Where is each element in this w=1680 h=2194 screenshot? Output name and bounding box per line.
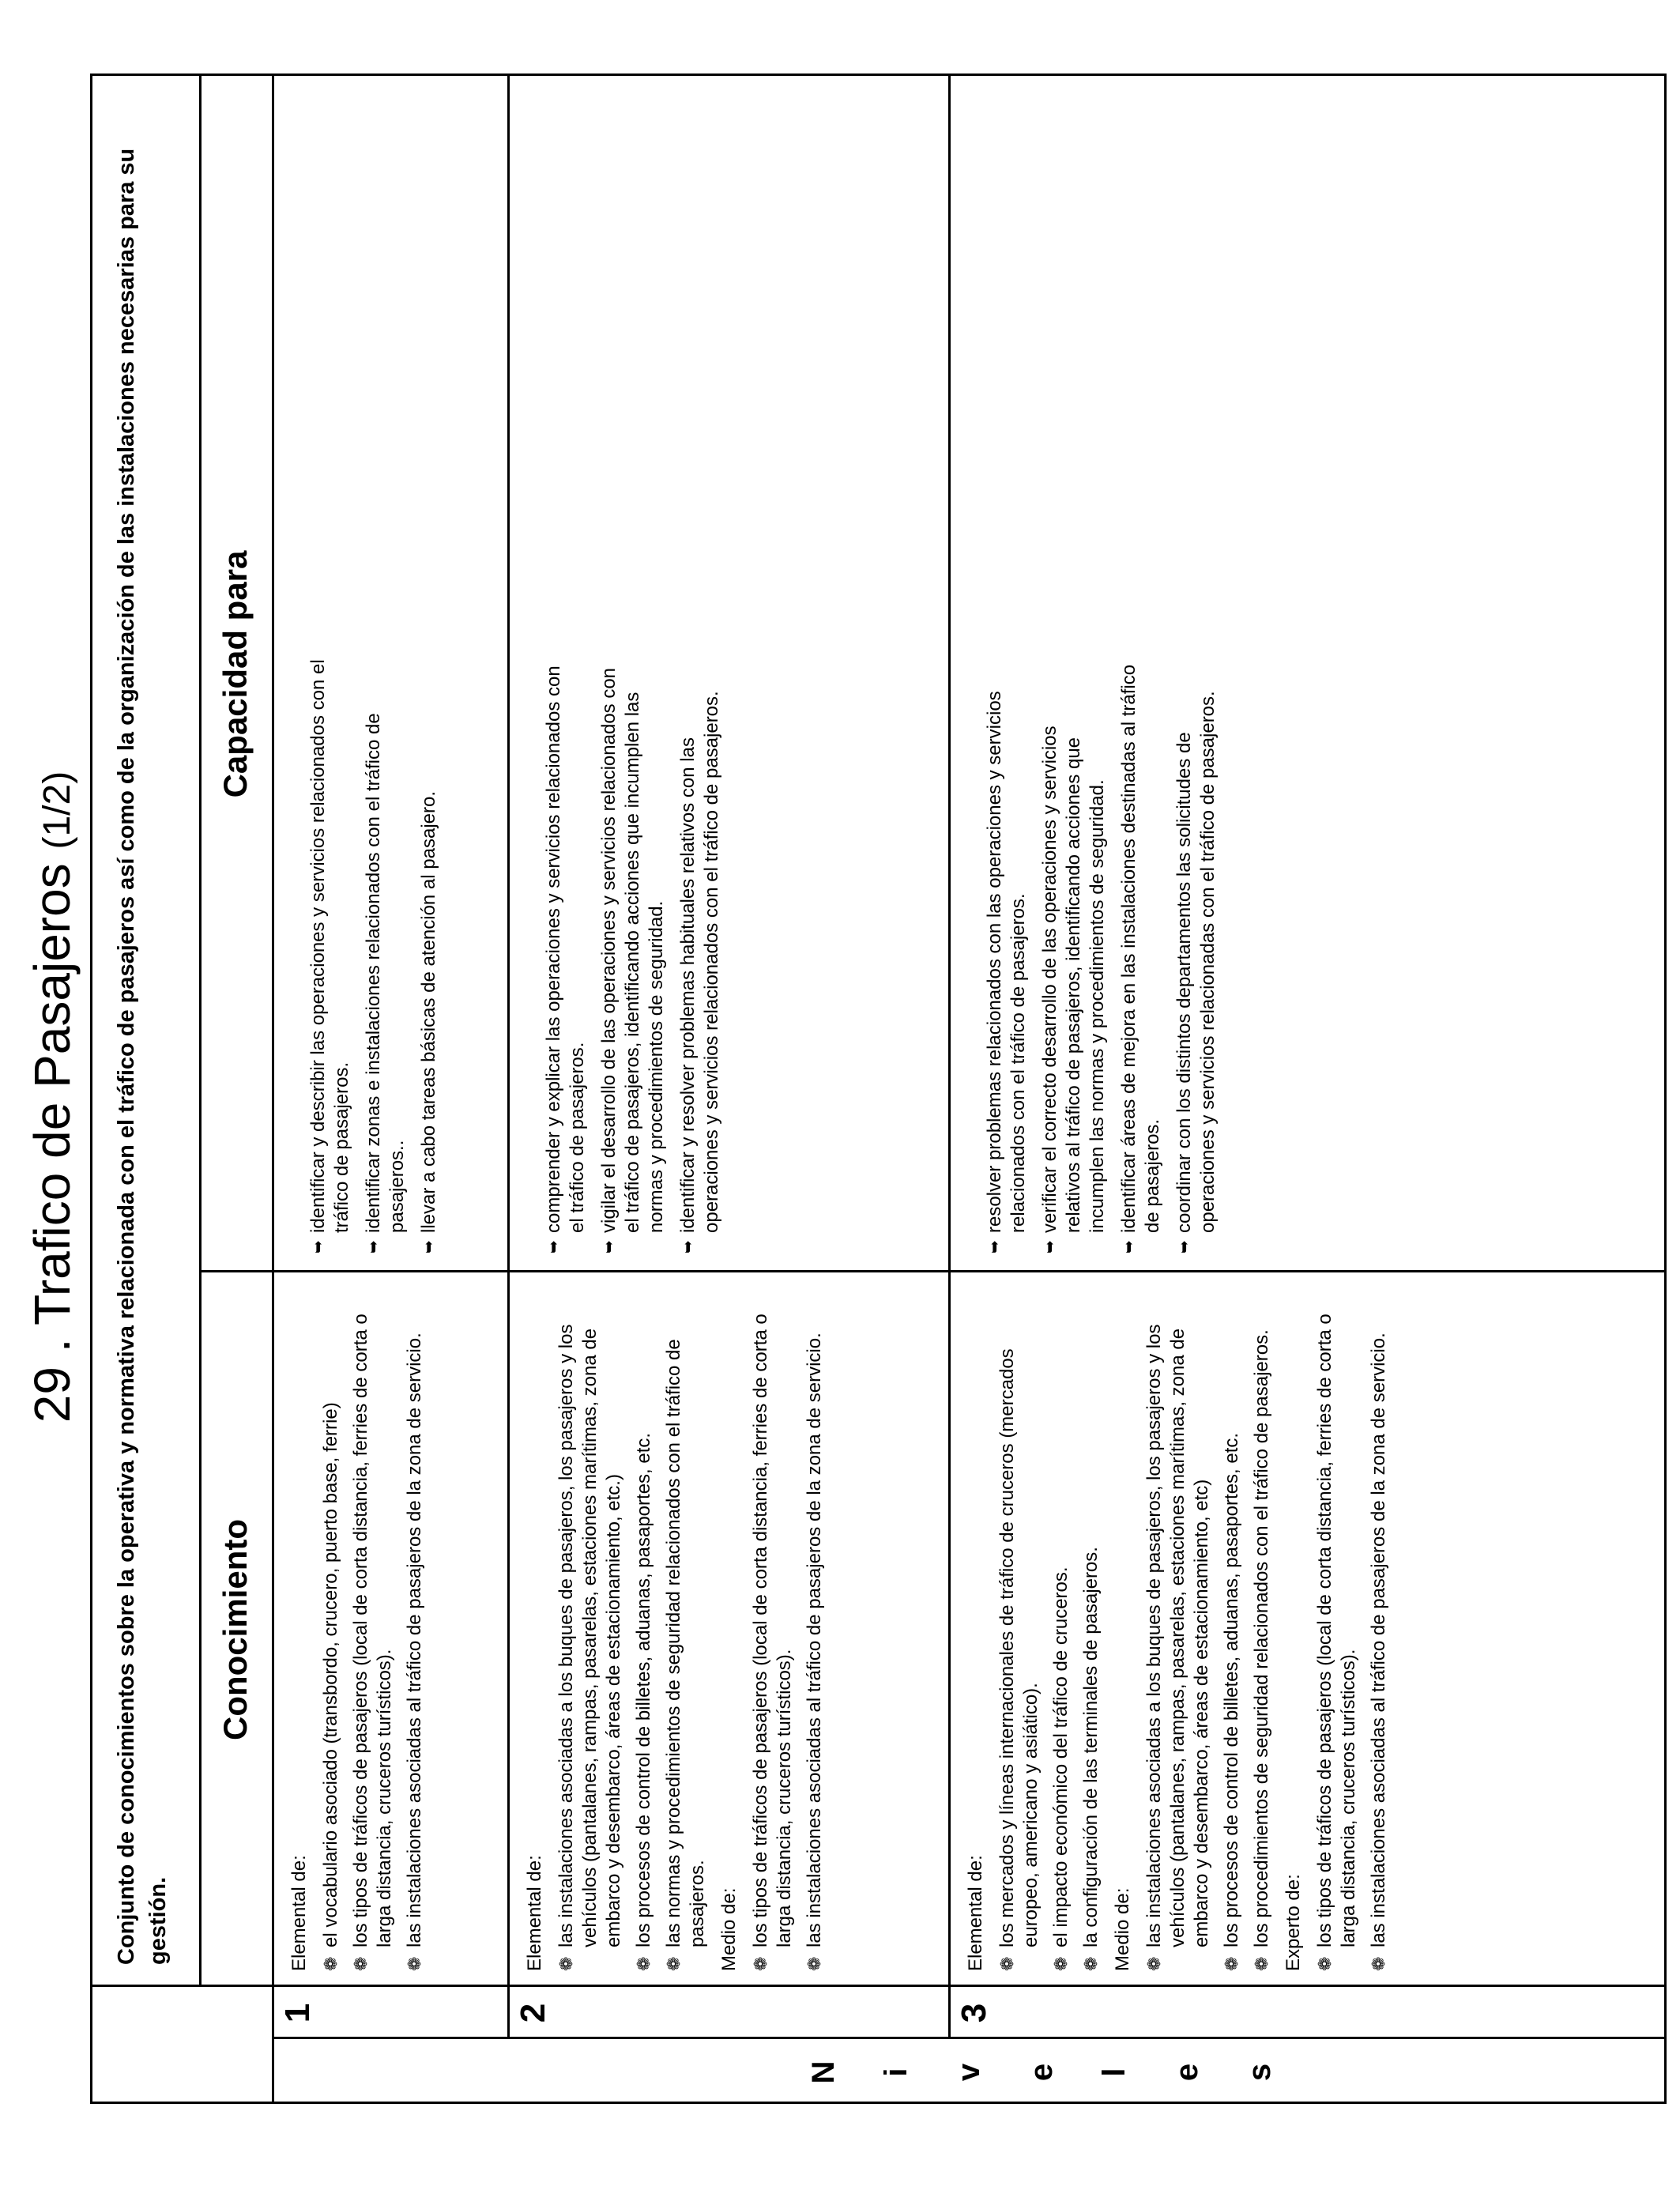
knowledge-bullet-icon: ❁ [1369,1956,1388,1971]
niveles-letter: l [1097,2068,1132,2077]
level-number: 3 [955,2003,993,2023]
knowledge-bullet-icon: ❁ [804,1956,824,1971]
column-split-rule [199,1270,1667,1272]
knowledge-bullet-icon: ❁ [664,1956,684,1971]
knowledge-item-text: los procedimientos de seguridad relacionados con el tráfico de pasajeros. [1251,1329,1272,1947]
knowledge-item [1313,1290,1361,1971]
knowledge-item-text: las instalaciones asociadas a los buques de pasajeros, los pasajeros y los vehículos (pantalanes, rampas, pasarelas, estaciones marítimas, zona de embarco y desembarco, áreas de estacionamiento, etc.) [556,1324,624,1947]
knowledge-group-label: Elemental de: [288,1855,310,1971]
col-header-conocimiento: Conocimiento [217,1519,254,1740]
niveles-letter: v [951,2063,986,2082]
knowledge-cell [523,1290,833,1971]
capacity-item [417,653,441,1253]
niveles-col-rule [272,2037,1667,2039]
capacity-arrow-icon: ➥ [365,1240,382,1253]
page-title [22,0,88,2194]
capacity-item [597,653,669,1253]
capacity-item-text: llevar a cabo tareas básicas de atención al pasajero. [418,790,439,1233]
knowledge-bullet-icon: ❁ [1081,1956,1101,1971]
knowledge-item-text: los procesos de control de billetes, aduanas, pasaportes, etc. [1221,1432,1242,1947]
competency-description: Conjunto de conocimientos sobre la operativa y normativa relacionada con el tráfico de pasajeros así como de la organización de las instalaciones necesarias para su gestión. [114,148,171,1965]
knowledge-cell [964,1290,1397,1971]
knowledge-bullet-icon: ❁ [1051,1956,1071,1971]
knowledge-item-text: las normas y procedimientos de seguridad relacionados con el tráfico de pasajeros. [663,1339,708,1947]
knowledge-item [803,1290,827,1971]
knowledge-item-text: las instalaciones asociadas al tráfico de pasajeros de la zona de servicio. [1368,1333,1389,1947]
capacity-item-text: identificar y describir las operaciones y servicios relacionados con el tráfico de pasajeros. [307,659,352,1233]
level-num-col-rule [90,1985,1667,1987]
capacity-item-text: verificar el correcto desarrollo de las operaciones y servicios relativos al tráfico de pasajeros, identificando acciones que incumplen las normas y procedimientos de seguridad. [1039,726,1108,1233]
knowledge-item [632,1290,656,1971]
knowledge-bullet-icon: ❁ [997,1956,1017,1971]
knowledge-item [1367,1290,1391,1971]
capacity-arrow-icon: ➥ [310,1240,327,1253]
knowledge-item-text: el vocabulario asociado (transbordo, crucero, puerto base, ferrie) [320,1402,341,1947]
capacity-item [362,653,409,1253]
knowledge-bullet-icon: ❁ [1222,1956,1241,1971]
table-border-bottom [1664,76,1667,2104]
page-title-text: 29 . Trafico de Pasajeros [24,863,81,1423]
capacity-arrow-icon: ➥ [1121,1240,1138,1253]
capacity-arrow-icon: ➥ [680,1240,697,1253]
knowledge-item [349,1290,397,1971]
capacity-item [676,653,724,1253]
knowledge-item-text: los tipos de tráficos de pasajeros (local de corta distancia, ferries de corta o larga distancia, cruceros turísticos). [750,1314,795,1947]
capacity-item [1173,653,1220,1253]
knowledge-item [749,1290,797,1971]
header-bottom-rule [272,76,274,1987]
knowledge-item [662,1290,710,1971]
knowledge-group-label: Medio de: [718,1887,740,1971]
capacity-item-text: identificar zonas e instalaciones relacionados con el tráfico de pasajeros.. [363,713,408,1233]
knowledge-item [996,1290,1043,1971]
desc-bottom-rule [199,76,202,1987]
niveles-letter: i [879,2068,913,2077]
niveles-top-rule [272,1987,274,2104]
knowledge-group-label: Medio de: [1112,1887,1133,1971]
knowledge-item [1250,1290,1274,1971]
niveles-letter: N [806,2060,841,2084]
knowledge-bullet-icon: ❁ [405,1956,424,1971]
knowledge-item [403,1290,427,1971]
capacity-item [1038,653,1109,1253]
capacity-item-text: identificar y resolver problemas habituales relativos con las operaciones y servicios relacionados con el tráfico de pasajeros. [677,691,722,1233]
knowledge-bullet-icon: ❁ [351,1956,371,1971]
capacity-item [1117,653,1165,1253]
page-title-suffix: (1/2) [36,771,78,850]
capacity-item-text: coordinar con los distintos departamentos las solicitudes de operaciones y servicios relacionadas con el tráfico de pasajeros. [1173,691,1219,1233]
capacity-arrow-icon: ➥ [1042,1240,1059,1253]
knowledge-group-label: Elemental de: [965,1855,986,1971]
knowledge-item-text: el impacto económico del tráfico de cruceros. [1050,1566,1072,1947]
knowledge-item-text: los procesos de control de billetes, aduanas, pasaportes, etc. [633,1432,654,1947]
knowledge-group-label: Experto de: [1283,1874,1304,1971]
knowledge-item-text: las instalaciones asociadas a los buques de pasajeros, los pasajeros y los vehículos (pantalanes, rampas, pasarelas, estaciones marítimas, zona de embarco y desembarco, áreas de estacionamiento, etc) [1143,1324,1212,1947]
table-border-left [90,2102,1667,2104]
knowledge-bullet-icon: ❁ [1144,1956,1164,1971]
knowledge-bullet-icon: ❁ [1315,1956,1335,1971]
knowledge-item-text: la configuración de las terminales de pasajeros. [1080,1547,1102,1947]
level-row-rule-2 [948,76,951,2039]
knowledge-item [1220,1290,1244,1971]
capacity-item-text: vigilar el desarrollo de las operaciones y servicios relacionados con el tráfico de pasajeros, identificando acciones que incumplen las normas y procedimientos de seguridad. [598,667,667,1233]
capacity-arrow-icon: ➥ [420,1240,438,1253]
col-header-capacidad: Capacidad para [217,550,254,798]
knowledge-item [555,1290,626,1971]
knowledge-cell [288,1290,433,1971]
capacity-arrow-icon: ➥ [1176,1240,1193,1253]
knowledge-bullet-icon: ❁ [321,1956,341,1971]
capacity-arrow-icon: ➥ [545,1240,563,1253]
capacity-item-text: comprender y explicar las operaciones y servicios relacionados con el tráfico de pasajeros. [543,665,588,1233]
capacity-item-text: resolver problemas relacionados con las operaciones y servicios relacionados con el tráfico de pasajeros. [984,691,1029,1233]
knowledge-group-label: Elemental de: [524,1855,545,1971]
level-number: 1 [278,2003,317,2023]
knowledge-item-text: los tipos de tráficos de pasajeros (local de corta distancia, ferries de corta o larga distancia, cruceros turísticos). [1314,1314,1359,1947]
knowledge-item [1143,1290,1214,1971]
capacity-cell [307,653,449,1253]
table-border-top [90,76,92,2104]
knowledge-item [319,1290,343,1971]
knowledge-item-text: las instalaciones asociadas al tráfico de pasajeros de la zona de servicio. [404,1333,425,1947]
niveles-letter: e [1024,2063,1059,2082]
knowledge-bullet-icon: ❁ [751,1956,770,1971]
capacity-cell [983,653,1228,1253]
level-row-rule-1 [507,76,510,2039]
knowledge-item [1079,1290,1103,1971]
level-number: 2 [514,2003,552,2023]
knowledge-item-text: los tipos de tráficos de pasajeros (local de corta distancia, ferries de corta o larga distancia, cruceros turísticos). [350,1314,395,1947]
knowledge-bullet-icon: ❁ [556,1956,576,1971]
knowledge-bullet-icon: ❁ [634,1956,654,1971]
capacity-item [307,653,354,1253]
knowledge-item-text: los mercados y líneas internacionales de tráfico de cruceros (mercados europeo, americano y asiático). [996,1348,1042,1947]
niveles-letter: s [1242,2063,1277,2082]
capacity-item-text: identificar áreas de mejora en las instalaciones destinadas al tráfico de pasajeros. [1118,664,1163,1233]
capacity-arrow-icon: ➥ [601,1240,618,1253]
capacity-cell [542,653,732,1253]
capacity-item [983,653,1030,1253]
capacity-item [542,653,590,1253]
niveles-letter: e [1170,2063,1204,2082]
knowledge-bullet-icon: ❁ [1252,1956,1271,1971]
knowledge-item [1049,1290,1073,1971]
capacity-arrow-icon: ➥ [986,1240,1004,1253]
knowledge-item-text: las instalaciones asociadas al tráfico de pasajeros de la zona de servicio. [804,1333,825,1947]
table-border-right [90,74,1667,76]
